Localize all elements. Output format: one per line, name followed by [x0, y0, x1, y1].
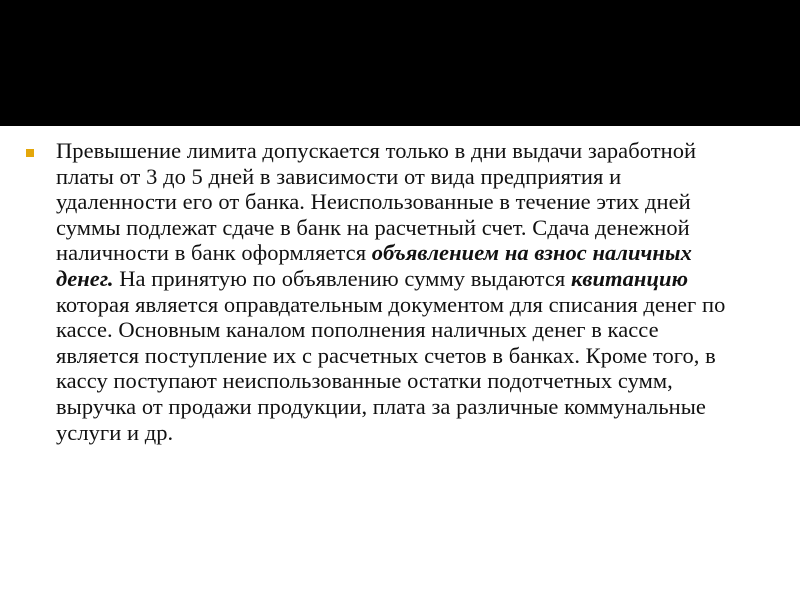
emphasized-term: квитанцию — [570, 265, 689, 291]
bullet-item — [26, 138, 766, 445]
square-bullet-icon — [26, 149, 34, 157]
paragraph-text: На принятую по объявлению сумму выдаются — [113, 265, 571, 291]
paragraph-text: которая является оправдательным документом для списания денег по кассе. Основным каналом пополнения наличных денег в кассе является поступление их с расчетных счетов в банках. Кроме того, в кассу поступают неиспользованные остатки подотчетных сумм, выручка от продажи продукции, плата за различные коммунальные услуги и др. — [56, 291, 726, 445]
bullet-paragraph — [56, 138, 746, 445]
header-bar — [0, 0, 800, 126]
slide-content — [26, 138, 766, 445]
emphasized-term: объявлением на взнос наличных денег. — [56, 240, 692, 291]
paragraph-text: Превышение лимита допускается только в дни выдачи заработной платы от 3 до 5 дней в зависимости от вида предприятия и удаленности его от банка. Неиспользованные в течение этих дней суммы подлежат сдаче в банк на расчетный счет. Сдача денежной наличности в банк оформляется — [56, 138, 697, 266]
